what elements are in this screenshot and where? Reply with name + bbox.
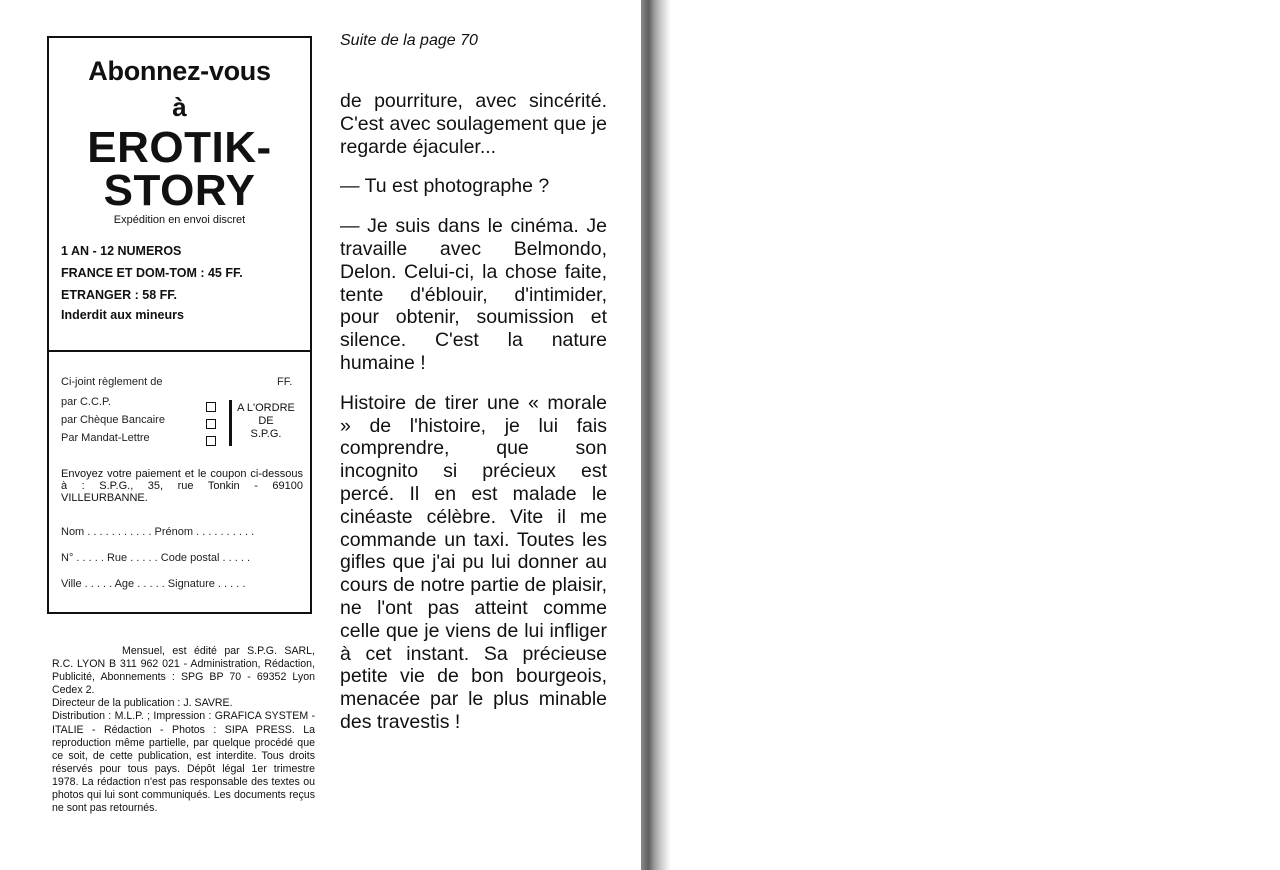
subscribe-heading: Abonnez-vous bbox=[88, 56, 271, 86]
payable-to-line-1: A L'ORDRE bbox=[237, 402, 295, 414]
subscribe-heading-a: à bbox=[172, 92, 187, 122]
payable-to-line-2: DE bbox=[258, 415, 274, 427]
continued-from-label: Suite de la page 70 bbox=[340, 32, 478, 49]
offer-price-foreign: ETRANGER : 58 FF. bbox=[61, 288, 177, 302]
form-city-line[interactable]: Ville . . . . . Age . . . . . Signature . . . . . bbox=[61, 578, 246, 590]
ccp-checkbox[interactable] bbox=[206, 402, 216, 412]
expedition-note: Expédition en envoi discret bbox=[113, 214, 246, 226]
magazine-title-line-1: EROTIK- bbox=[87, 123, 272, 172]
legal-paragraph-distribution: Distribution : M.L.P. ; Impression : GRAFICA SYSTEM - ITALIE - Rédaction - Photos : SIPA PRESS. La reproduction même partielle, par quelque procédé que ce soit, de cette publication, est interdite. Tous droits réservés pour tous pays. Dépôt légal 1er trimestre 1978. La rédaction n'est pas responsable des textes ou photos qui lui sont communiqués. Les documents reçus ne sont pas retournés. bbox=[52, 710, 315, 815]
legal-paragraph-publisher: Mensuel, est édité par S.P.G. SARL, R.C. LYON B 311 962 021 - Administration, Rédaction, Publicité, Abonnements : SPG BP 70 - 69352 Lyon Cedex 2. bbox=[52, 645, 315, 697]
mailing-instructions: Envoyez votre paiement et le coupon ci-dessous à : S.P.G., 35, rue Tonkin - 69100 VILLEURBANNE. bbox=[61, 468, 303, 504]
payment-method-mandat: Par Mandat-Lettre bbox=[61, 432, 150, 444]
payment-method-ccp: par C.C.P. bbox=[61, 396, 111, 408]
article-paragraph: de pourriture, avec sincérité. C'est avec soulagement que je regarde éjaculer... bbox=[340, 90, 607, 158]
offer-duration: 1 AN - 12 NUMEROS bbox=[61, 244, 182, 258]
article-paragraph: — Je suis dans le cinéma. Je travaille avec Belmondo, Delon. Celui-ci, la chose faite, tente d'éblouir, d'intimider, pour obtenir, soumission et silence. C'est la nature humaine ! bbox=[340, 215, 607, 374]
page-binding-edge bbox=[641, 0, 671, 870]
payable-to-line-3: S.P.G. bbox=[250, 428, 282, 440]
publication-legal-notice bbox=[52, 645, 315, 815]
cheque-checkbox[interactable] bbox=[206, 419, 216, 429]
form-address-line[interactable]: N° . . . . . Rue . . . . . Code postal . . . . . bbox=[61, 552, 251, 564]
form-name-line[interactable]: Nom . . . . . . . . . . . Prénom . . . . . . . . . . bbox=[61, 526, 255, 538]
subscription-header bbox=[49, 38, 310, 352]
article-paragraph: — Tu est photographe ? bbox=[340, 175, 550, 198]
magazine-title-line-2: STORY bbox=[103, 166, 256, 215]
mandat-checkbox[interactable] bbox=[206, 436, 216, 446]
payable-to bbox=[231, 402, 301, 441]
subscription-coupon bbox=[49, 352, 310, 614]
article-column bbox=[340, 90, 607, 751]
offer-price-france: FRANCE ET DOM-TOM : 45 FF. bbox=[61, 266, 243, 280]
subscription-box bbox=[47, 36, 312, 614]
coupon-ci-joint: Ci-joint règlement de bbox=[61, 376, 163, 388]
article-paragraph: Histoire de tirer une « morale » de l'histoire, je lui fais comprendre, que son incognito si précieux est percé. Il en est malade le cinéaste célèbre. Vite il me commande un taxi. Toutes les gifles que j'ai pu lui donner au cours de notre partie de plaisir, ne l'ont pas atteint comme celle que je viens de lui infliger à cet instant. Sa précieuse petite vie de bon bourgeois, menacée par le plus minable des travestis ! bbox=[340, 391, 607, 733]
payment-method-cheque: par Chèque Bancaire bbox=[61, 414, 165, 426]
legal-paragraph-director: Directeur de la publication : J. SAVRE. bbox=[52, 697, 233, 710]
offer-age-restriction: Inderdit aux mineurs bbox=[61, 308, 184, 322]
coupon-currency: FF. bbox=[277, 376, 293, 388]
